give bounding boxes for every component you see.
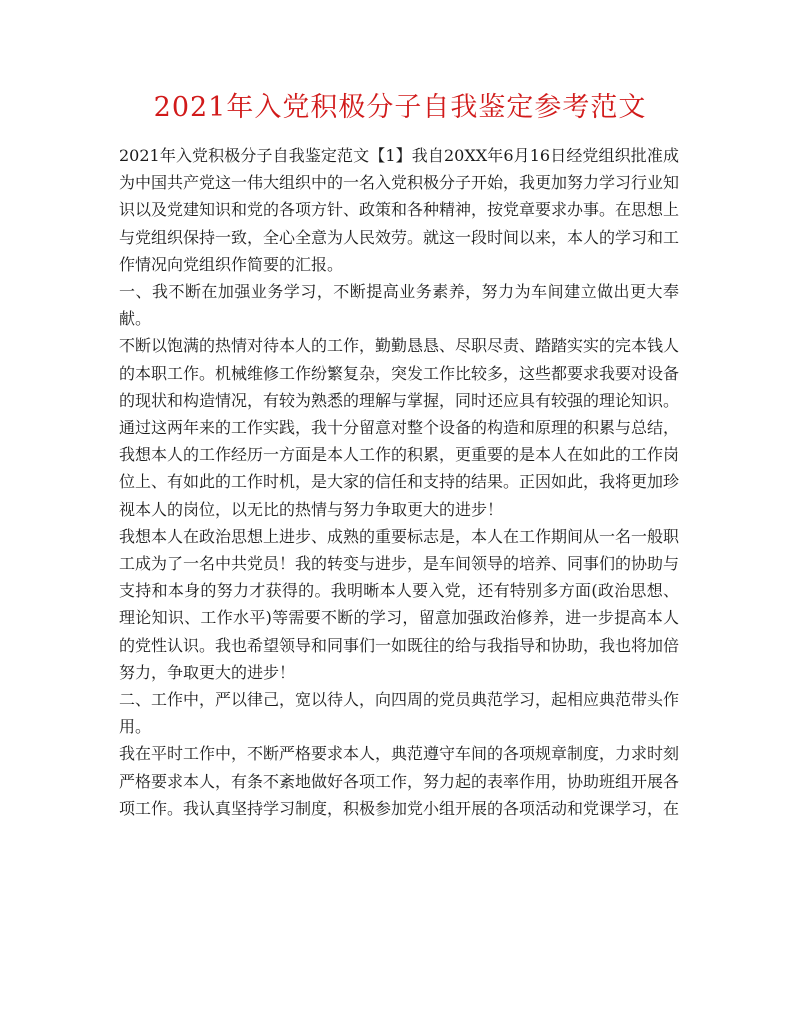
document-title: 2021年入党积极分子自我鉴定参考范文 bbox=[153, 92, 647, 123]
paragraph: 不断以饱满的热情对待本人的工作，勤勤恳恳、尽职尽责、踏踏实实的完本钱人的本职工作。机械维修工作纷繁复杂，突发工作比较多，这些都要求我要对设备的现状和构造情况，有较为熟悉的理解与掌握，同时还应具有较强的理论知识。通过这两年来的工作实践，我十分留意对整个设备的构造和原理的积累与总结，我想本人的工作经历一方面是本人工作的积累，更重要的是本人在如此的工作岗位上、有如此的工作时机，是大家的信任和支持的结果。正因如此，我将更加珍视本人的岗位，以无比的热情与努力争取更大的进步！ bbox=[119, 336, 680, 519]
paragraph: 我想本人在政治思想上进步、成熟的重要标志是，本人在工作期间从一名一般职工成为了一名中共党员！我的转变与进步，是车间领导的培养、同事们的协助与支持和本身的努力才获得的。我明晰本人要入党，还有特别多方面(政治思想、理论知识、工作水平)等需要不断的学习，留意加强政治修养，进一步提高本人的党性认识。我也希望领导和同事们一如既往的给与我指导和协助，我也将加倍努力，争取更大的进步！ bbox=[119, 526, 680, 682]
section-heading: 二、工作中，严以律己，宽以待人，向四周的党员典范学习，起相应典范带头作用。 bbox=[119, 690, 680, 737]
section-heading: 一、我不断在加强业务学习，不断提高业务素养，努力为车间建立做出更大奉献。 bbox=[119, 282, 679, 329]
paragraph: 我在平时工作中，不断严格要求本人，典范遵守车间的各项规章制度，力求时刻严格要求本人，有条不紊地做好各项工作，努力起的表率作用，协助班组开展各项工作。我认真坚持学习制度，积极参加党小组开展的各项活动和党课学习，在 bbox=[119, 744, 680, 818]
paragraph: 2021年入党积极分子自我鉴定范文【1】我自20XX年6月16日经党组织批准成为中国共产党这一伟大组织中的一名入党积极分子开始，我更加努力学习行业知识以及党建知识和党的各项方针、政策和各种精神，按党章要求办事。在思想上与党组织保持一致，全心全意为人民效劳。就这一段时间以来，本人的学习和工作情况向党组织作简要的汇报。 bbox=[119, 146, 680, 274]
document-body bbox=[119, 142, 679, 822]
